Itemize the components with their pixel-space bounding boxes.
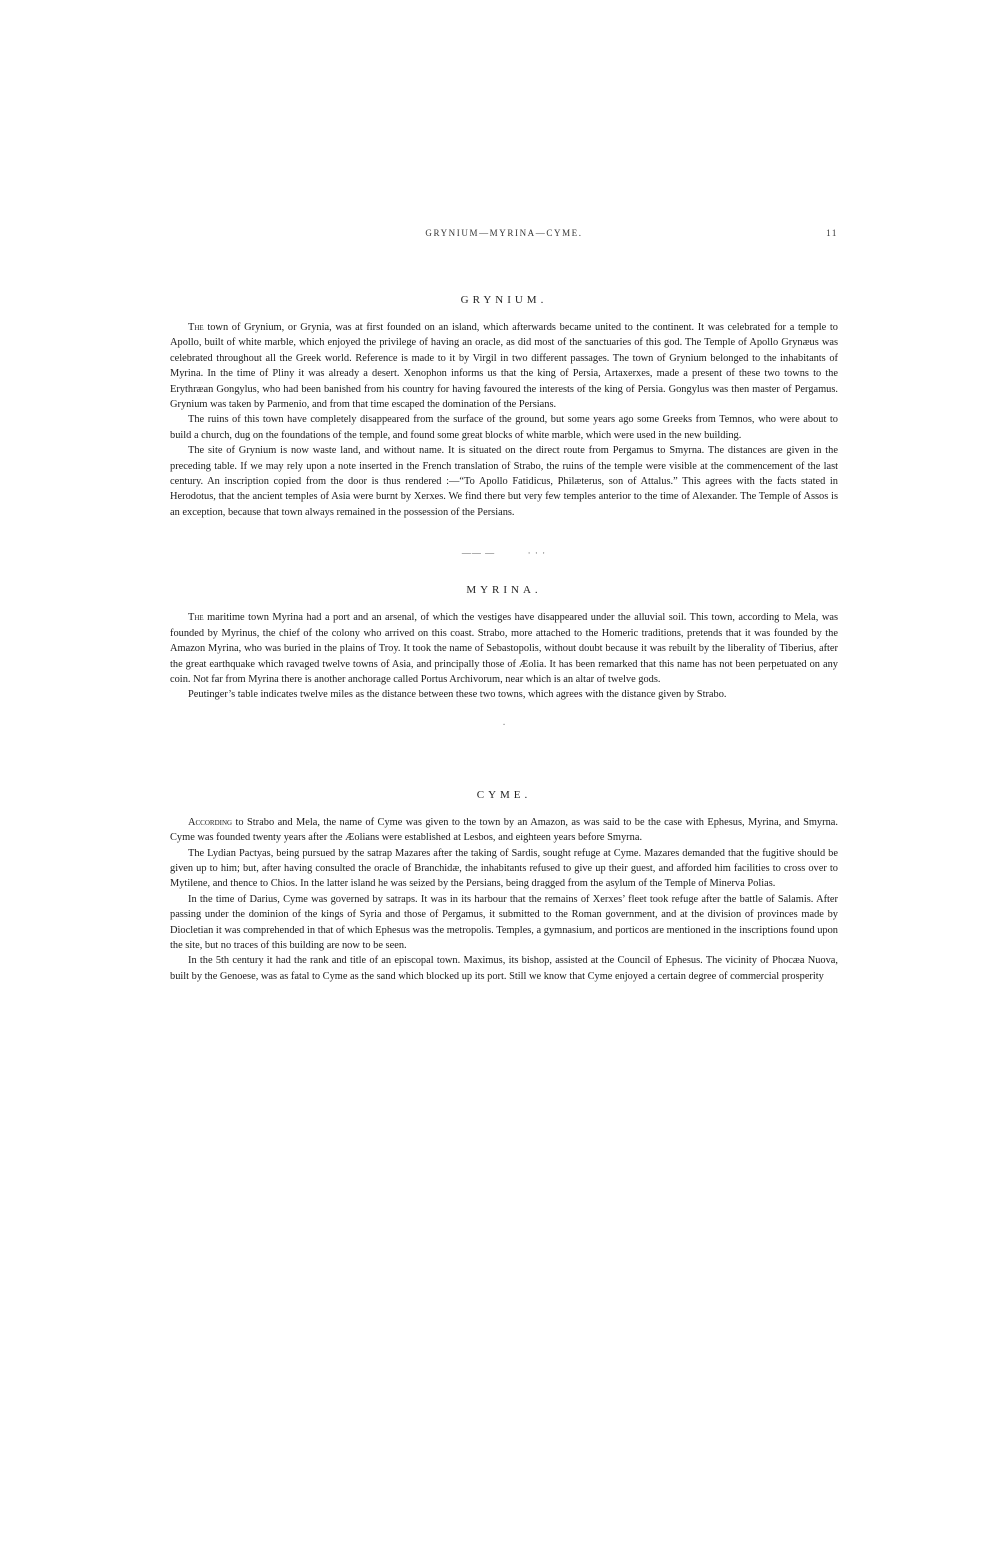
paragraph-lead: According [188,816,233,828]
paragraph-text: The ruins of this town have completely disappeared from the surface of the ground, but some years ago some Greeks from Temnos, who were about to build a church, dug on the foundations of the temple, and found some great blocks of white marble, which were used in the new building. [170,414,838,441]
paragraph [170,610,838,687]
page-number: 11 [826,228,838,238]
paragraph [170,953,838,984]
running-head-title: GRYNIUM—MYRINA—CYME. [425,228,583,238]
paragraph-lead: The [188,322,204,333]
paragraph-text: to Strabo and Mela, the name of Cyme was given to the town by an Amazon, as was said to be the case with Ephesus, Myrina, and Smyrna. Cyme was founded twenty years after the Æolians were established at Lesbos, and eighteen years before Smyrna. [170,816,838,844]
paragraph [170,412,838,443]
running-head [170,228,838,242]
paragraph [170,320,838,412]
section-title-grynium: GRYNIUM. [460,294,548,306]
paragraph-lead: The [188,612,204,624]
section-divider: · [502,719,506,731]
page-content [170,228,838,984]
paragraph-text: town of Grynium, or Grynia, was at first founded on an island, which afterwards became united to the continent. It was celebrated for a temple to Apollo, built of white marble, which enjoyed the privilege of having an oracle, as did most of the sanctuaries of this god. The Temple of Apollo Grynæus was celebrated throughout all the Greek world. Reference is made to it by Virgil in two different passages. The town of Grynium belonged to the inhabitants of Myrina. In the time of Pliny it was already a desert. Xenophon informs us that the king of Persia, Artaxerxes, made a present of these two towns to the Erythræan Gongylus, who had been banished from his country for having favoured the interests of the king of Persia. Gongylus was then master of Pergamus. Grynium was taken by Parmenio, and from that time escaped the domination of the Persians. [170,322,838,411]
paragraph-text: In the time of Darius, Cyme was governed by satraps. It was in its harbour that the remains of Xerxes’ fleet took refuge after the battle of Salamis. After passing under the dominion of the kings of Syria and those of Pergamus, it submitted to the Roman government, and at the division of provinces made by Diocletian it was comprehended in that of which Ephesus was the metropolis. Temples, a gymnasium, and porticos are mentioned in the inscriptions found upon the site, but no traces of this building are now to be seen. [170,893,838,951]
paragraph-text: The site of Grynium is now waste land, and without name. It is situated on the direct route from Pergamus to Smyrna. The distances are given in the preceding table. If we may rely upon a note inserted in the French translation of Strabo, the ruins of the temple were visible at the commencement of the last century. An inscription copied from the door is thus rendered :—“To Apollo Fatidicus, Philæterus, son of Attalus.” This agrees with the facts stated in Herodotus, that the ancient temples of Asia were burnt by Xerxes. We find there but very few temples anterior to the time of Alexander. The Temple of Assos is an exception, because that town always remained in the possession of the Persians. [170,445,838,518]
paragraph-text: In the 5th century it had the rank and title of an episcopal town. Maximus, its bishop, assisted at the Council of Ephesus. The vicinity of Phocæa Nuova, built by the Genoese, was as fatal to Cyme as the sand which blocked up its port. Still we know that Cyme enjoyed a certain degree of commercial prosperity [170,955,838,982]
paragraph [170,687,838,702]
section-title-cyme: CYME. [476,788,532,801]
paragraph-text: Peutinger’s table indicates twelve miles as the distance between these two towns, which agrees with the distance given by Strabo. [188,689,727,701]
paragraph [170,815,838,846]
section-body-myrina [170,610,838,702]
paragraph-text: The Lydian Pactyas, being pursued by the satrap Mazares after the taking of Sardis, sought refuge at Cyme. Mazares demanded that the fugitive should be given up to him; but, after having consulted the oracle of Branchidæ, the inhabitants refused to give up their guest, and afforded him facilities to cross over to Mytilene, and thence to Chios. In the latter island he was seized by the Persians, being dragged from the asylum of the Temple of Minerva Polias. [170,847,838,890]
paragraph [170,443,838,520]
paragraph [170,892,838,954]
section-body-grynium [170,320,838,520]
section-body-cyme [170,815,838,984]
paragraph-text: maritime town Myrina had a port and an arsenal, of which the vestiges have disappeared under the alluvial soil. This town, according to Mela, was founded by Myrinus, the chief of the colony who arrived on this coast. Strabo, more attached to the Homeric traditions, pretends that it was founded by the Amazon Myrina, who was buried in the plains of Troy. It took the name of Sebastopolis, without doubt because it was rebuilt by the liberality of Tiberius, after the great earthquake which ravaged twelve towns of Asia, and principally those of Æolia. It has been remarked that this name has not been perpetuated on any coin. Not far from Myrina there is another anchorage called Portus Archivorum, near which is an altar of twelve gods. [170,612,838,685]
section-divider: —— — · · · [461,548,547,559]
section-title-myrina: MYRINA. [466,584,542,597]
paragraph [170,846,838,892]
